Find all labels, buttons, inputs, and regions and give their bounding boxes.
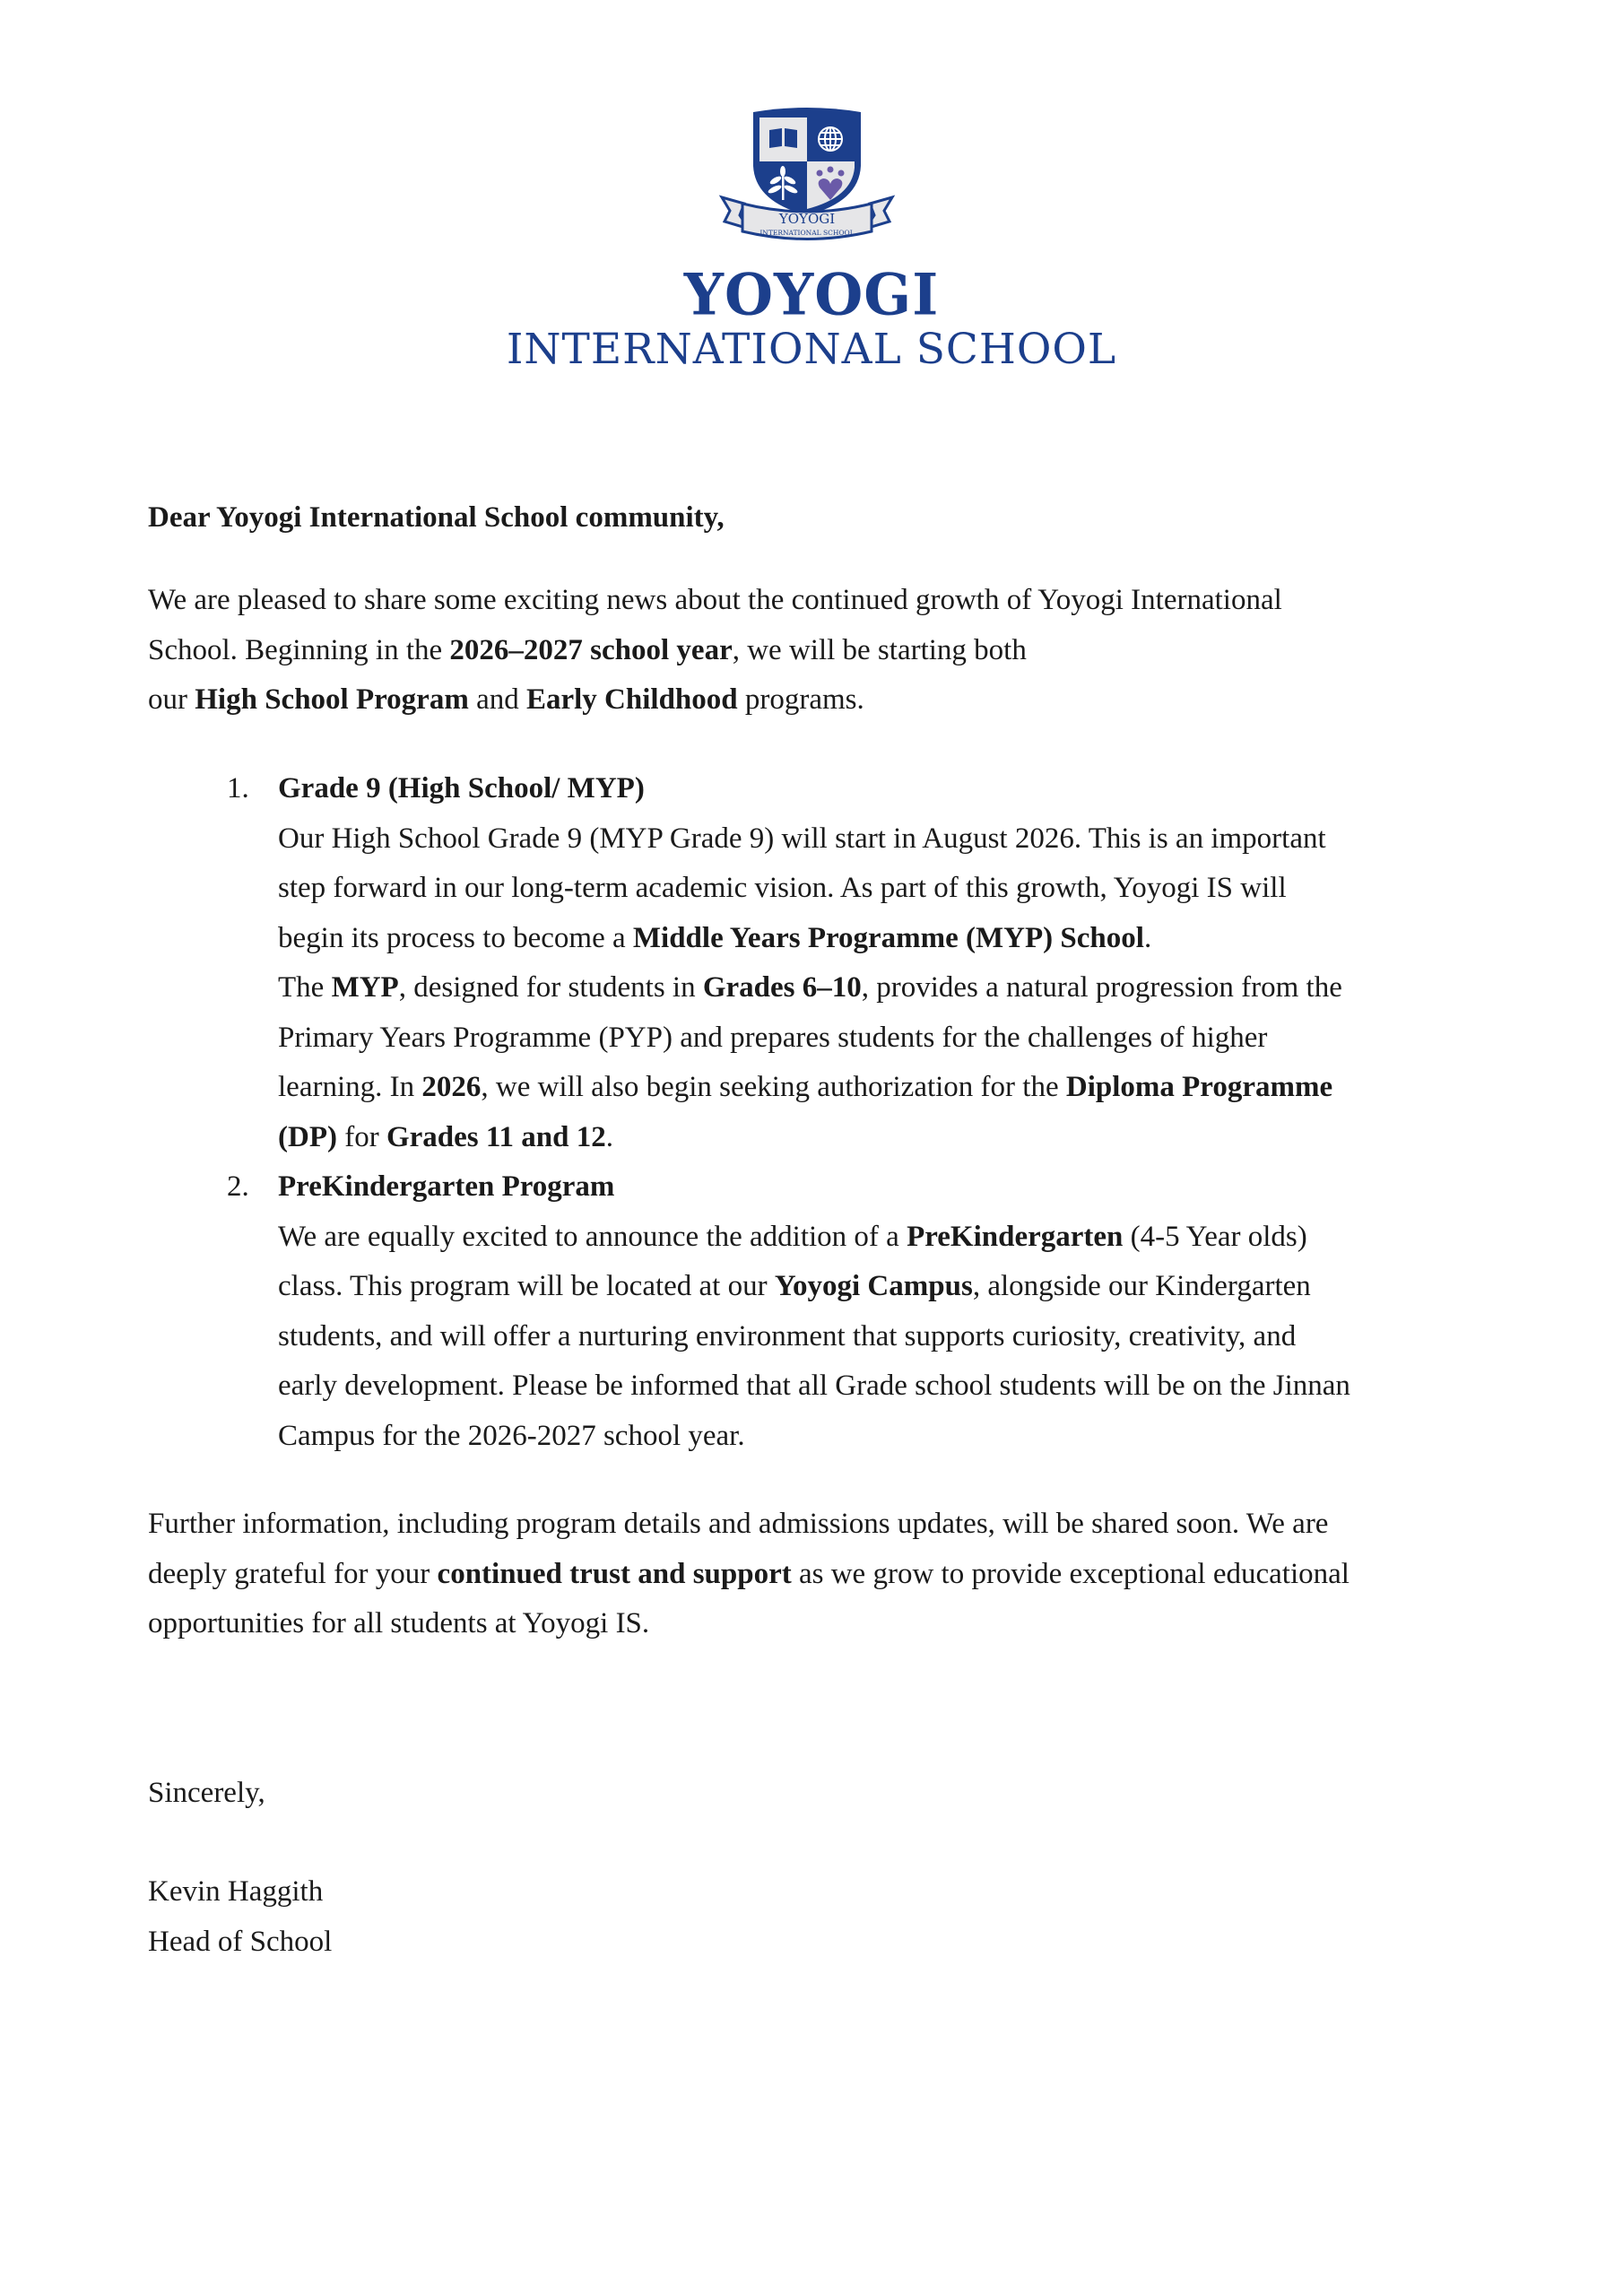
signature-block — [148, 1867, 332, 1967]
list-heading: Grade 9 (High School/ MYP) — [278, 772, 645, 804]
program-list — [148, 764, 1350, 1461]
list-item-grade9: 1. Grade 9 (High School/ MYP) Our High School Grade 9 (MYP Grade 9) will start in August 2026. This is an important step forward in our long-term academic vision. As part of this growth, Yoyogi IS will begin its process to become a Middle Years Programme (MYP) School. The MYP, designed for students in Grades 6–10, provides a natural progression from the Primary Years Programme (PYP) and prepares students for the challenges of higher learning. In 2026, we will also begin seeking authorization for the Diploma Programme (DP) for Grades 11 and 12. — [148, 764, 1350, 1162]
school-name-title: YOYOGI — [683, 261, 940, 328]
banner-text-yoyogi: YOYOGI — [778, 211, 836, 227]
list-heading: PreKindergarten Program — [278, 1170, 615, 1203]
signer-title: Head of School — [148, 1925, 333, 1958]
school-crest-logo — [717, 103, 897, 251]
intro-line-1: We are pleased to share some exciting news about the continued growth of Yoyogi International — [148, 584, 1282, 616]
closing-paragraph: Further information, including program details and admissions updates, will be shared soon. We are deeply grateful for your continued trust and support as we grow to provide exceptional educational opportunities for all students at Yoyogi IS. — [148, 1508, 1350, 1639]
intro-line-2: School. Beginning in the 2026–2027 school year, we will be starting both — [148, 633, 1027, 666]
list-number: 1. — [227, 772, 249, 804]
intro-line-3: our High School Program and Early Childhood programs. — [148, 683, 864, 716]
signoff: Sincerely, — [148, 1777, 265, 1809]
signer-name: Kevin Haggith — [148, 1875, 324, 1908]
school-name-subtitle: INTERNATIONAL SCHOOL — [506, 325, 1117, 374]
list-item-prek: 2. PreKindergarten Program We are equally excited to announce the addition of a PreKindergarten (4-5 Year olds) class. This program will be located at our Yoyogi Campus, alongside our Kindergarten students, and will offer a nurturing environment that supports curiosity, creativity, and early development. Please be informed that all Grade school students will be on the Jinnan Campus for the 2026-2027 school year. — [148, 1162, 1350, 1461]
salutation: Dear Yoyogi International School community, — [148, 501, 725, 534]
intro-paragraph — [148, 576, 1282, 726]
list-number: 2. — [227, 1170, 249, 1203]
globe-icon — [819, 127, 842, 151]
shield-icon — [753, 108, 861, 215]
banner-text-school: INTERNATIONAL SCHOOL — [759, 229, 855, 237]
